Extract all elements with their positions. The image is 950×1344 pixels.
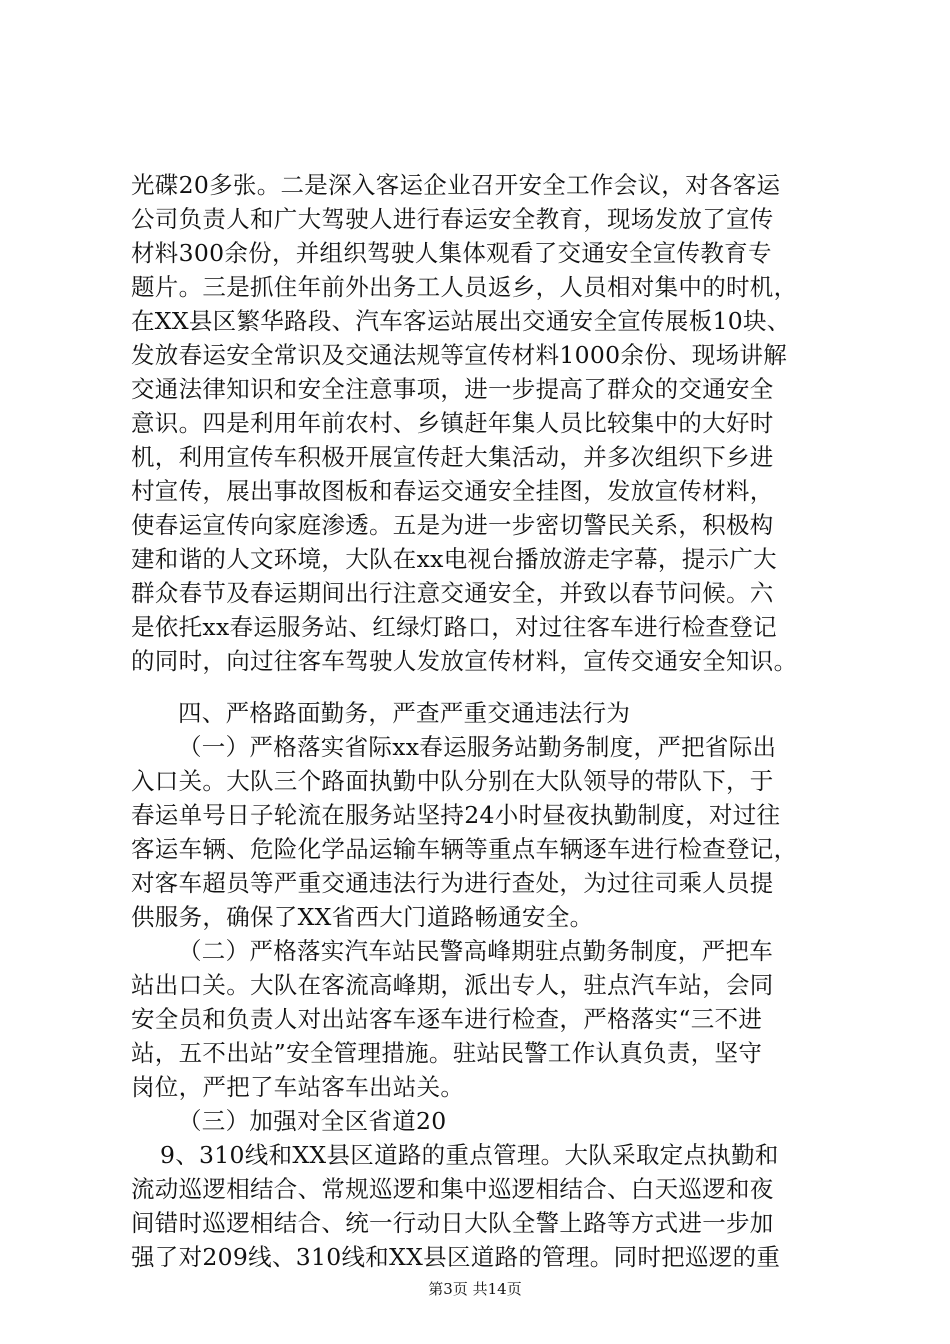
text-line: 村宣传，展出事故图板和春运交通安全挂图，发放宣传材料， [131, 477, 774, 505]
text-line: （一）严格落实省际xx春运服务站勤务制度，严把省际出 [178, 733, 777, 761]
text-line: （三）加强对全区省道20 [178, 1107, 447, 1135]
text-line: 建和谐的人文环境，大队在xx电视台播放游走字幕，提示广大 [131, 545, 777, 573]
text-line: 发放春运安全常识及交通法规等宣传材料1000余份、现场讲解 [131, 341, 788, 369]
text-line: 供服务，确保了XX省西大门道路畅通安全。 [131, 903, 594, 931]
text-line: 9、310线和XX县区道路的重点管理。大队采取定点执勤和 [160, 1141, 779, 1169]
text-line: 流动巡逻相结合、常规巡逻和集中巡逻相结合、白天巡逻和夜 [131, 1175, 774, 1203]
text-line: 客运车辆、危险化学品运输车辆等重点车辆逐车进行检查登记， [131, 835, 798, 863]
text-line: 站出口关。大队在客流高峰期，派出专人，驻点汽车站，会同 [131, 971, 774, 999]
page-number-footer: 第3页 共14页 [428, 1280, 522, 1298]
text-line: 机，利用宣传车积极开展宣传赶大集活动，并多次组织下乡进 [131, 443, 774, 471]
text-line: 使春运宣传向家庭渗透。五是为进一步密切警民关系，积极构 [131, 511, 774, 539]
text-line: 群众春节及春运期间出行注意交通安全，并致以春节问候。六 [131, 579, 774, 607]
text-line: 公司负责人和广大驾驶人进行春运安全教育，现场发放了宣传 [131, 205, 774, 233]
text-line: 是依托xx春运服务站、红绿灯路口，对过往客车进行检查登记 [131, 613, 777, 641]
text-line: 交通法律知识和安全注意事项，进一步提高了群众的交通安全 [131, 375, 774, 403]
text-line: 站，五不出站”安全管理措施。驻站民警工作认真负责，坚守 [131, 1039, 763, 1067]
text-line: 安全员和负责人对出站客车逐车进行检查，严格落实“三不进 [131, 1005, 763, 1033]
text-line: 在XX县区繁华路段、汽车客运站展出交通安全宣传展板10块、 [131, 307, 791, 335]
text-line: 岗位，严把了车站客车出站关。 [131, 1073, 465, 1101]
text-line: 春运单号日子轮流在服务站坚持24小时昼夜执勤制度，对过往 [131, 801, 781, 829]
text-line: 强了对209线、310线和XX县区道路的管理。同时把巡逻的重 [131, 1243, 781, 1271]
text-line: 间错时巡逻相结合、统一行动日大队全警上路等方式进一步加 [131, 1209, 774, 1237]
text-line: 题片。三是抓住年前外出务工人员返乡，人员相对集中的时机， [131, 273, 798, 301]
text-line: 材料300余份，并组织驾驶人集体观看了交通安全宣传教育专 [131, 239, 772, 267]
text-line: 意识。四是利用年前农村、乡镇赶年集人员比较集中的大好时 [131, 409, 774, 437]
text-line: （二）严格落实汽车站民警高峰期驻点勤务制度，严把车 [178, 937, 773, 965]
section-heading: 四、严格路面勤务，严查严重交通违法行为 [178, 699, 631, 727]
text-line: 对客车超员等严重交通违法行为进行查处，为过往司乘人员提 [131, 869, 774, 897]
text-line: 入口关。大队三个路面执勤中队分别在大队领导的带队下，于 [131, 767, 774, 795]
text-line: 光碟20多张。二是深入客运企业召开安全工作会议，对各客运 [131, 171, 781, 199]
text-line: 的同时，向过往客车驾驶人发放宣传材料，宣传交通安全知识。 [131, 647, 798, 675]
